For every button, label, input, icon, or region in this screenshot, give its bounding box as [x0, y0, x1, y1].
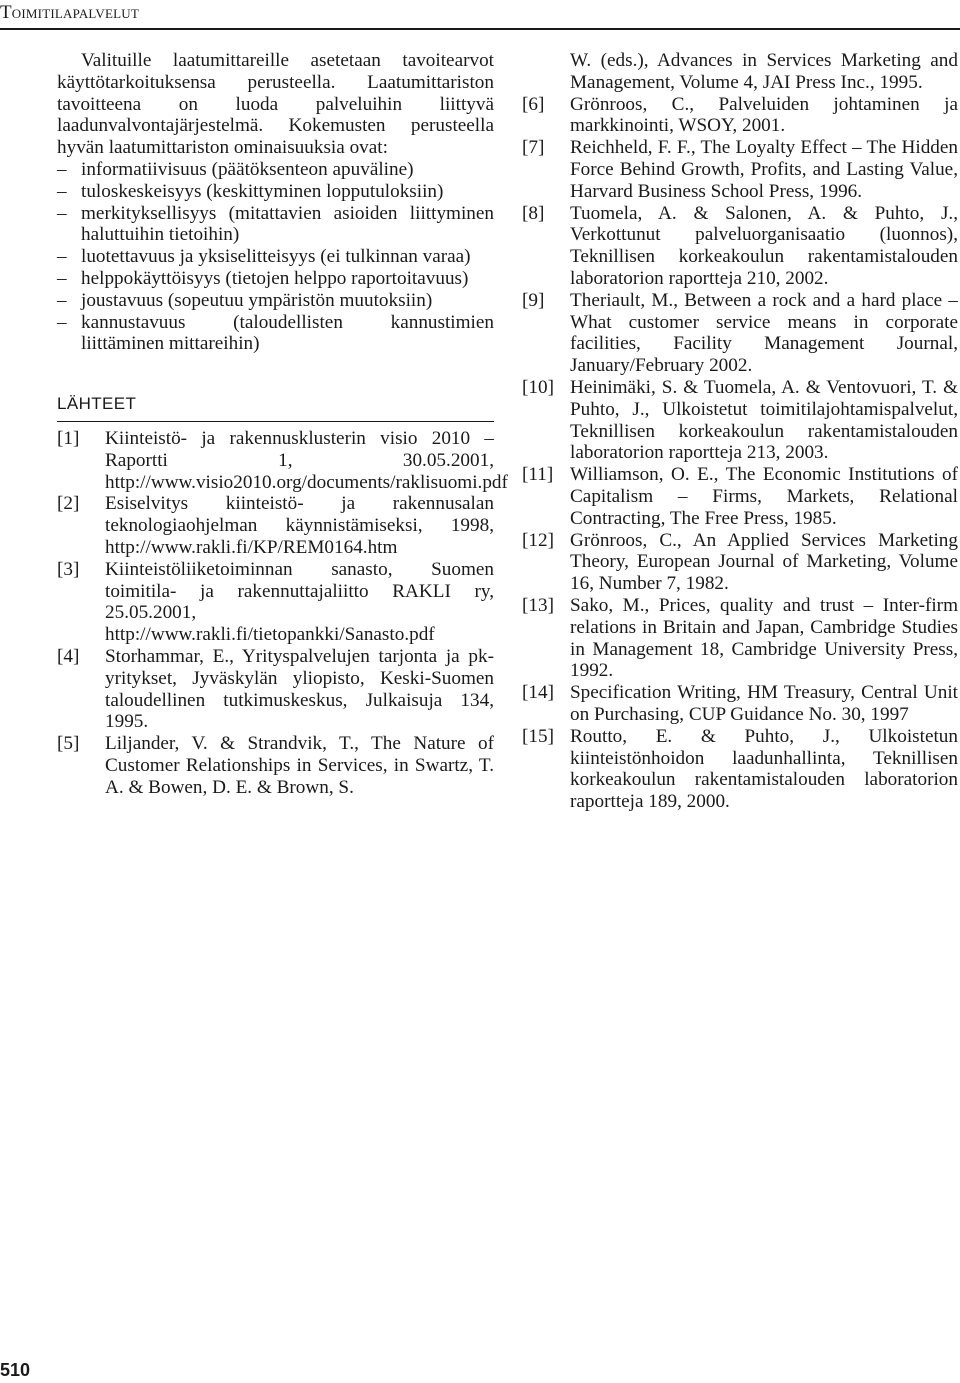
reference-number: [10]: [522, 376, 554, 398]
page-number: 510: [0, 1360, 31, 1380]
quality-text: joustavuus (sopeutuu ympäristön muutoksiin): [81, 289, 433, 311]
dash-mark: –: [57, 289, 67, 311]
running-header: Toimitilapalvelut: [0, 2, 139, 23]
references-list-left: [57, 427, 508, 799]
reference-number: [1]: [57, 427, 80, 449]
reference-number: [2]: [57, 493, 80, 515]
reference-text: Grönroos, C., An Applied Services Marketing Theory, European Journal of Marketing, Volume 16, Number 7, 1982.: [570, 529, 958, 595]
reference-item: [522, 464, 958, 529]
dash-mark: –: [57, 311, 67, 333]
intro-paragraph: Valituille laatumittareille asetetaan tavoitearvot käyttötarkoituksensa perusteella. Laatumittariston tavoitteena on luoda palveluihin liittyvä laadunvalvontajärjestelmä. Kokemusten perusteella hyvän laatumittariston ominaisuuksia ovat:: [57, 50, 494, 159]
reference-number: [12]: [522, 529, 554, 551]
reference-text: Grönroos, C., Palveluiden johtaminen ja markkinointi, WSOY, 2001.: [570, 93, 958, 137]
reference-text: Heinimäki, S. & Tuomela, A. & Ventovuori, T. & Puhto, J., Ulkoistetut toimitilajohtamispalvelut, Teknillisen korkeakoulun rakentamistalouden laboratorion raportteja 213, 2003.: [570, 376, 958, 464]
reference-item: [522, 726, 958, 813]
right-column: [522, 50, 958, 813]
references-heading: LÄHTEET: [57, 393, 494, 422]
reference-number: [3]: [57, 558, 80, 580]
reference-item: [522, 682, 958, 726]
quality-text: tuloskeskeisyys (keskittyminen lopputuloksiin): [81, 180, 444, 202]
dash-mark: –: [57, 158, 67, 180]
reference-text: Williamson, O. E., The Economic Institutions of Capitalism – Firms, Markets, Relational Contracting, The Free Press, 1985.: [570, 464, 958, 529]
reference-item: [57, 559, 494, 646]
reference-number: [13]: [522, 594, 554, 616]
reference-number: [4]: [57, 645, 80, 667]
reference-text: Sako, M., Prices, quality and trust – Inter-firm relations in Britain and Japan, Cambridge Studies in Management 18, Cambridge University Press, 1992.: [570, 594, 958, 682]
reference-text: Kiinteistöliiketoiminnan sanasto, Suomen toimitila- ja rakennuttajaliitto RAKLI ry, 25.05.2001, http://www.rakli.fi/tietopankki/Sanasto.pdf: [105, 558, 494, 646]
reference-continuation: W. (eds.), Advances in Services Marketing and Management, Volume 4, JAI Press Inc., 1995.: [570, 50, 958, 93]
reference-text: Esiselvitys kiinteistö- ja rakennusalan teknologiaohjelman käynnistämiseksi, 1998, http://www.rakli.fi/KP/REM0164.htm: [105, 493, 494, 558]
reference-text: Reichheld, F. F., The Loyalty Effect – The Hidden Force Behind Growth, Profits, and Lasting Value, Harvard Business School Press, 1996.: [570, 137, 958, 202]
quality-item: [57, 312, 494, 356]
reference-item: [522, 595, 958, 682]
reference-item: [57, 733, 494, 798]
reference-item: [522, 94, 958, 138]
quality-item: [57, 159, 494, 181]
reference-text: Specification Writing, HM Treasury, Central Unit on Purchasing, CUP Guidance No. 30, 1997: [570, 682, 958, 725]
dash-mark: –: [57, 267, 67, 289]
reference-text: Liljander, V. & Strandvik, T., The Nature of Customer Relationships in Services, in Swartz, T. A. & Bowen, D. E. & Brown, S.: [105, 733, 494, 798]
quality-text: merkityksellisyys (mitattavien asioiden liittyminen haluttuihin tietoihin): [81, 202, 494, 246]
reference-item: [522, 530, 958, 595]
quality-text: helppokäyttöisyys (tietojen helppo raportoitavuus): [81, 267, 469, 289]
reference-item: [522, 290, 958, 377]
dash-mark: –: [57, 202, 67, 224]
reference-text: Theriault, M., Between a rock and a hard place – What customer service means in corporate facilities, Facility Management Journal, January/February 2002.: [570, 289, 958, 377]
dash-mark: –: [57, 246, 67, 268]
quality-item: [57, 181, 494, 203]
left-column: [57, 50, 508, 799]
reference-item: [57, 646, 494, 733]
references-list-right: [522, 94, 958, 813]
reference-number: [8]: [522, 202, 545, 224]
reference-number: [11]: [522, 464, 554, 486]
quality-text: luotettavuus ja yksiselitteisyys (ei tulkinnan varaa): [81, 246, 471, 268]
quality-text: informatiivisuus (päätöksenteon apuväline): [81, 158, 414, 180]
quality-text: kannustavuus (taloudellisten kannustimien liittäminen mittareihin): [81, 311, 494, 355]
reference-text: Storhammar, E., Yrityspalvelujen tarjonta ja pk-yritykset, Jyväskylän yliopisto, Keski-Suomen taloudellinen tutkimuskeskus, Julkaisuja 134, 1995.: [105, 645, 494, 733]
quality-item: [57, 290, 494, 312]
reference-text: Routto, E. & Puhto, J., Ulkoistetun kiinteistönhoidon laadunhallinta, Teknillisen korkeakoulun rakentamistalouden laboratorion raportteja 189, 2000.: [570, 725, 958, 813]
header-rule: [0, 28, 960, 30]
reference-number: [15]: [522, 725, 554, 747]
quality-item: [57, 246, 494, 268]
reference-item: [57, 427, 508, 493]
reference-item: [522, 137, 958, 202]
qualities-list: [57, 159, 494, 355]
reference-number: [6]: [522, 93, 545, 115]
reference-number: [7]: [522, 137, 545, 159]
reference-item: [522, 377, 958, 464]
quality-item: [57, 268, 494, 290]
reference-text: Kiinteistö- ja rakennusklusterin visio 2010 – Raportti 1, 30.05.2001, http://www.visio2010.org/documents/raklisuomi.pdf: [105, 427, 508, 493]
reference-number: [14]: [522, 682, 554, 704]
quality-item: [57, 203, 494, 247]
reference-number: [5]: [57, 733, 80, 755]
reference-number: [9]: [522, 289, 545, 311]
reference-item: [57, 493, 494, 558]
reference-text: Tuomela, A. & Salonen, A. & Puhto, J., Verkottunut palveluorganisaatio (luonnos), Teknillisen korkeakoulun rakentamistalouden laboratorion raportteja 210, 2002.: [570, 202, 958, 289]
reference-item: [522, 203, 958, 290]
dash-mark: –: [57, 180, 67, 202]
